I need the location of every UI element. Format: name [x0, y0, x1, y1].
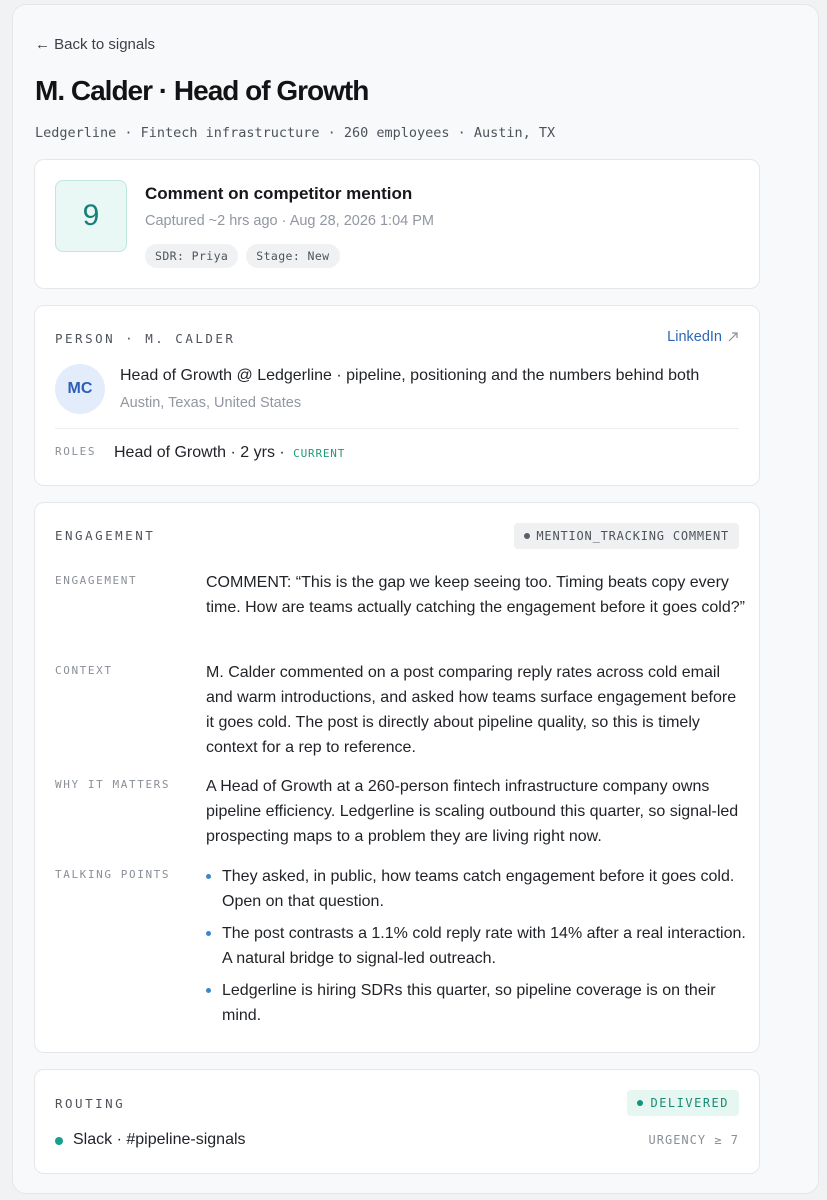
- context-text: M. Calder commented on a post comparing reply rates across cold email and warm introductions, and asked how teams surface engagement before it goes cold. The post is directly about pipeline quality, so this is timely context for a rep to reference.: [206, 664, 737, 756]
- sdr-tag: SDR: Priya: [145, 244, 238, 268]
- linkedin-label: LinkedIn: [667, 329, 722, 345]
- back-to-signals-link[interactable]: ← Back to signals: [35, 36, 156, 53]
- delivery-status-badge: [627, 1090, 739, 1116]
- person-section-label: PERSON · M. CALDER: [55, 331, 236, 346]
- current-role-badge: CURRENT: [293, 447, 346, 460]
- bullet-icon: [206, 931, 211, 936]
- context-label: CONTEXT: [55, 664, 113, 677]
- role-entry: [114, 444, 345, 462]
- delivery-status-label: DELIVERED: [650, 1096, 729, 1110]
- person-card: [34, 305, 760, 486]
- routing-destination: Slack · #pipeline-signals: [73, 1131, 246, 1148]
- signal-title: Comment on competitor mention: [145, 184, 413, 203]
- source-badge-label: MENTION_TRACKING COMMENT: [536, 529, 729, 543]
- signal-tags: [145, 244, 340, 268]
- person-headline: Head of Growth @ Ledgerline · pipeline, positioning and the numbers behind both: [120, 367, 700, 384]
- signal-detail-page: [12, 4, 819, 1194]
- talking-point-text: They asked, in public, how teams catch engagement before it goes cold. Open on that question.: [222, 868, 735, 910]
- engagement-section-label: ENGAGEMENT: [55, 528, 156, 543]
- person-location: Austin, Texas, United States: [120, 395, 302, 411]
- company-meta: Ledgerline · Fintech infrastructure · 260 employees · Austin, TX: [35, 125, 556, 141]
- captured-timestamp: Captured ~2 hrs ago · Aug 28, 2026 1:04 PM: [145, 213, 434, 229]
- engagement-card: [34, 502, 760, 1053]
- source-badge: [514, 523, 739, 549]
- talking-point: [206, 864, 746, 914]
- divider: [55, 428, 739, 429]
- why-it-matters-label: WHY IT MATTERS: [55, 778, 171, 791]
- engagement-label: ENGAGEMENT: [55, 574, 138, 587]
- why-it-matters-text: A Head of Growth at a 260-person fintech infrastructure company owns pipeline efficiency. Ledgerline is scaling outbound this quarter, so signal-led prospecting maps to a problem they are living right now.: [206, 778, 739, 845]
- signal-summary-card: [34, 159, 760, 289]
- external-link-icon: [727, 331, 739, 343]
- page-title: M. Calder · Head of Growth: [35, 75, 369, 106]
- role-text: Head of Growth · 2 yrs ·: [114, 444, 285, 461]
- talking-point-text: Ledgerline is hiring SDRs this quarter, so pipeline coverage is on their mind.: [222, 982, 716, 1024]
- talking-point: [206, 921, 746, 971]
- engagement-text: COMMENT: “This is the gap we keep seeing too. Timing beats copy every time. How are teams actually catching the engagement before it goes cold?”: [206, 574, 745, 616]
- bullet-icon: [206, 874, 211, 879]
- routing-card: [34, 1069, 760, 1174]
- linkedin-link[interactable]: [667, 329, 739, 345]
- routing-section-label: ROUTING: [55, 1096, 126, 1111]
- talking-point-text: The post contrasts a 1.1% cold reply rate with 14% after a real interaction. A natural bridge to signal-led outreach.: [222, 925, 746, 967]
- dot-icon: [524, 533, 530, 539]
- stage-tag: Stage: New: [246, 244, 339, 268]
- talking-point: [206, 978, 746, 1028]
- status-dot-icon: [637, 1100, 643, 1106]
- talking-points-list: [206, 864, 746, 1028]
- signal-score: 9: [55, 180, 127, 252]
- talking-points-list-wrap: [206, 864, 746, 1035]
- urgency-threshold: URGENCY ≥ 7: [648, 1133, 739, 1147]
- slack-dot-icon: [55, 1137, 63, 1145]
- talking-points-label: TALKING POINTS: [55, 868, 171, 881]
- roles-label: ROLES: [55, 445, 97, 458]
- avatar: MC: [55, 364, 105, 414]
- bullet-icon: [206, 988, 211, 993]
